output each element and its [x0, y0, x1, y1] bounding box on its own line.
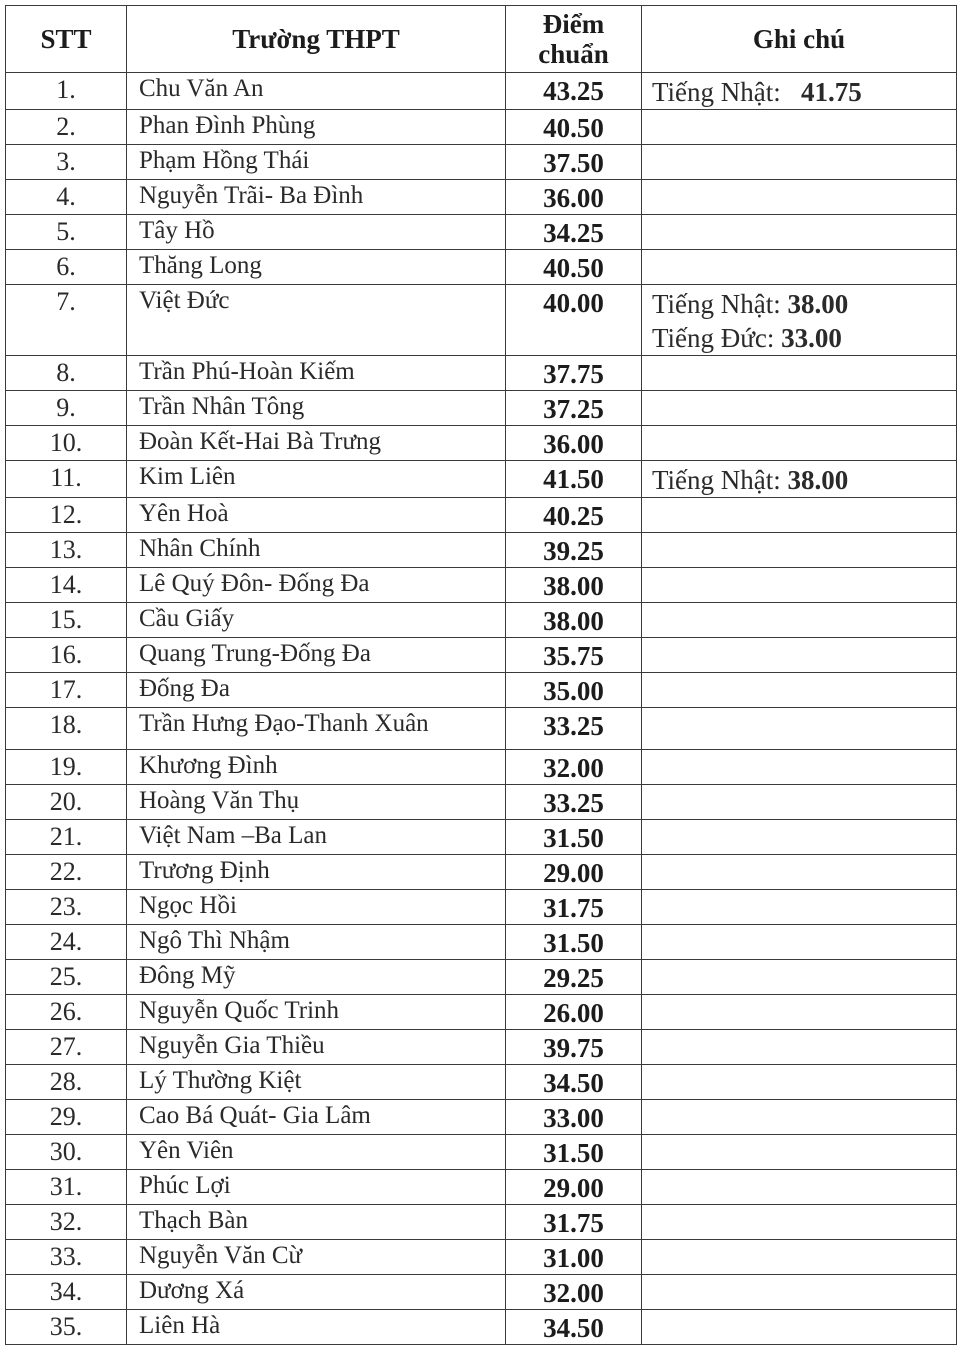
table-row [6, 1135, 957, 1170]
row-stt: 12. [6, 498, 127, 533]
table-row [6, 820, 957, 855]
row-stt: 7. [6, 285, 127, 356]
table-row [6, 1030, 957, 1065]
row-note [642, 110, 957, 145]
header-note: Ghi chú [642, 6, 957, 73]
row-stt: 30. [6, 1135, 127, 1170]
row-score: 41.50 [506, 461, 642, 498]
row-school-name: Kim Liên [127, 461, 506, 498]
table-row [6, 890, 957, 925]
row-note [642, 1100, 957, 1135]
row-school-name: Đống Đa [127, 673, 506, 708]
note-line [652, 75, 956, 109]
row-stt: 27. [6, 1030, 127, 1065]
row-stt: 32. [6, 1205, 127, 1240]
table-row [6, 603, 957, 638]
table-row [6, 1170, 957, 1205]
row-note [642, 750, 957, 785]
table-row [6, 1275, 957, 1310]
row-score: 40.50 [506, 250, 642, 285]
row-school-name: Đông Mỹ [127, 960, 506, 995]
table-row [6, 750, 957, 785]
row-stt: 15. [6, 603, 127, 638]
row-note [642, 1275, 957, 1310]
row-school-name: Tây Hồ [127, 215, 506, 250]
row-note [642, 603, 957, 638]
row-note [642, 1170, 957, 1205]
row-stt: 9. [6, 391, 127, 426]
header-score [506, 6, 642, 73]
row-note [642, 785, 957, 820]
row-score: 33.25 [506, 785, 642, 820]
row-note [642, 1135, 957, 1170]
note-line [652, 463, 956, 497]
row-note [642, 1030, 957, 1065]
row-school-name: Nguyễn Văn Cừ [127, 1240, 506, 1275]
row-school-name: Đoàn Kết-Hai Bà Trưng [127, 426, 506, 461]
row-stt: 21. [6, 820, 127, 855]
row-score: 39.75 [506, 1030, 642, 1065]
row-score: 29.25 [506, 960, 642, 995]
table-row [6, 995, 957, 1030]
row-stt: 10. [6, 426, 127, 461]
row-stt: 19. [6, 750, 127, 785]
row-note [642, 960, 957, 995]
row-stt: 13. [6, 533, 127, 568]
row-school-name: Nguyễn Gia Thiều [127, 1030, 506, 1065]
row-school-name: Phan Đình Phùng [127, 110, 506, 145]
row-school-name: Yên Hoà [127, 498, 506, 533]
row-note [642, 820, 957, 855]
row-stt: 34. [6, 1275, 127, 1310]
table-row [6, 785, 957, 820]
row-stt: 16. [6, 638, 127, 673]
table-row [6, 1310, 957, 1345]
table-row [6, 250, 957, 285]
row-stt: 17. [6, 673, 127, 708]
row-score: 36.00 [506, 180, 642, 215]
row-note [642, 250, 957, 285]
row-stt: 24. [6, 925, 127, 960]
row-score: 35.00 [506, 673, 642, 708]
row-score: 40.50 [506, 110, 642, 145]
note-label: Tiếng Nhật: [652, 77, 802, 107]
row-note [642, 708, 957, 750]
row-note [642, 925, 957, 960]
note-line [652, 321, 956, 355]
row-note [642, 1310, 957, 1345]
row-school-name: Quang Trung-Đống Đa [127, 638, 506, 673]
admission-scores-table [5, 5, 957, 1345]
row-note [642, 890, 957, 925]
note-label: Tiếng Nhật: [652, 465, 788, 495]
row-school-name: Yên Viên [127, 1135, 506, 1170]
table-row [6, 855, 957, 890]
row-school-name: Cao Bá Quát- Gia Lâm [127, 1100, 506, 1135]
table-row [6, 708, 957, 750]
row-stt: 29. [6, 1100, 127, 1135]
row-school-name: Nhân Chính [127, 533, 506, 568]
row-note [642, 1065, 957, 1100]
table-row [6, 568, 957, 603]
table-row [6, 638, 957, 673]
row-school-name: Khương Đình [127, 750, 506, 785]
row-school-name: Trần Nhân Tông [127, 391, 506, 426]
row-note [642, 145, 957, 180]
row-school-name: Việt Đức [127, 285, 506, 356]
row-stt: 2. [6, 110, 127, 145]
row-score: 31.75 [506, 1205, 642, 1240]
row-score: 29.00 [506, 1170, 642, 1205]
row-score: 33.25 [506, 708, 642, 750]
row-score: 26.00 [506, 995, 642, 1030]
row-stt: 6. [6, 250, 127, 285]
note-label: Tiếng Nhật: [652, 289, 788, 319]
row-school-name: Phúc Lợi [127, 1170, 506, 1205]
table-row [6, 533, 957, 568]
row-stt: 26. [6, 995, 127, 1030]
row-stt: 28. [6, 1065, 127, 1100]
note-value: 33.00 [781, 323, 842, 353]
row-note [642, 461, 957, 498]
table-row [6, 673, 957, 708]
table-row [6, 73, 957, 110]
table-row [6, 461, 957, 498]
table-body [6, 73, 957, 1345]
table-row [6, 426, 957, 461]
table-row [6, 960, 957, 995]
row-school-name: Việt Nam –Ba Lan [127, 820, 506, 855]
row-score: 38.00 [506, 568, 642, 603]
row-score: 33.00 [506, 1100, 642, 1135]
table-row [6, 110, 957, 145]
row-school-name: Liên Hà [127, 1310, 506, 1345]
row-stt: 11. [6, 461, 127, 498]
note-value: 41.75 [801, 77, 862, 107]
row-stt: 33. [6, 1240, 127, 1275]
row-school-name: Ngọc Hồi [127, 890, 506, 925]
row-score: 36.00 [506, 426, 642, 461]
row-stt: 22. [6, 855, 127, 890]
row-school-name: Hoàng Văn Thụ [127, 785, 506, 820]
row-note [642, 180, 957, 215]
row-school-name: Trần Hưng Đạo-Thanh Xuân [127, 708, 506, 750]
table-row [6, 925, 957, 960]
row-school-name: Lê Quý Đôn- Đống Đa [127, 568, 506, 603]
row-score: 40.00 [506, 285, 642, 356]
row-score: 40.25 [506, 498, 642, 533]
row-score: 35.75 [506, 638, 642, 673]
row-note [642, 391, 957, 426]
table-row [6, 1100, 957, 1135]
note-value: 38.00 [787, 289, 849, 319]
row-school-name: Nguyễn Trãi- Ba Đình [127, 180, 506, 215]
row-school-name: Ngô Thì Nhậm [127, 925, 506, 960]
table-row [6, 1065, 957, 1100]
row-school-name: Trần Phú-Hoàn Kiếm [127, 356, 506, 391]
row-note [642, 638, 957, 673]
header-stt: STT [6, 6, 127, 73]
note-label: Tiếng Đức: [652, 323, 782, 353]
row-note [642, 426, 957, 461]
row-note [642, 568, 957, 603]
row-school-name: Phạm Hồng Thái [127, 145, 506, 180]
row-note [642, 498, 957, 533]
row-score: 31.50 [506, 820, 642, 855]
row-school-name: Thăng Long [127, 250, 506, 285]
row-score: 37.50 [506, 145, 642, 180]
row-note [642, 285, 957, 356]
row-score: 34.50 [506, 1065, 642, 1100]
row-stt: 1. [6, 73, 127, 110]
table-row [6, 356, 957, 391]
note-line [652, 287, 956, 321]
row-stt: 18. [6, 708, 127, 750]
row-note [642, 855, 957, 890]
row-note [642, 73, 957, 110]
header-row [6, 6, 957, 73]
table-row [6, 498, 957, 533]
row-note [642, 356, 957, 391]
row-score: 31.50 [506, 1135, 642, 1170]
row-score: 32.00 [506, 1275, 642, 1310]
table-row [6, 285, 957, 356]
row-score: 39.25 [506, 533, 642, 568]
row-stt: 20. [6, 785, 127, 820]
row-stt: 5. [6, 215, 127, 250]
row-score: 31.75 [506, 890, 642, 925]
row-score: 34.50 [506, 1310, 642, 1345]
row-school-name: Lý Thường Kiệt [127, 1065, 506, 1100]
row-school-name: Dương Xá [127, 1275, 506, 1310]
row-school-name: Chu Văn An [127, 73, 506, 110]
row-score: 38.00 [506, 603, 642, 638]
row-score: 31.00 [506, 1240, 642, 1275]
row-stt: 31. [6, 1170, 127, 1205]
row-stt: 8. [6, 356, 127, 391]
row-note [642, 673, 957, 708]
row-stt: 14. [6, 568, 127, 603]
row-note [642, 1240, 957, 1275]
row-score: 32.00 [506, 750, 642, 785]
table-row [6, 145, 957, 180]
row-score: 43.25 [506, 73, 642, 110]
row-score: 37.25 [506, 391, 642, 426]
row-score: 37.75 [506, 356, 642, 391]
row-score: 29.00 [506, 855, 642, 890]
row-school-name: Thạch Bàn [127, 1205, 506, 1240]
table-row [6, 180, 957, 215]
row-school-name: Cầu Giấy [127, 603, 506, 638]
table-row [6, 215, 957, 250]
table-row [6, 1205, 957, 1240]
row-stt: 35. [6, 1310, 127, 1345]
row-school-name: Nguyễn Quốc Trinh [127, 995, 506, 1030]
row-score: 34.25 [506, 215, 642, 250]
row-note [642, 215, 957, 250]
header-score-label: Điểm chuẩn [538, 9, 609, 69]
row-note [642, 533, 957, 568]
row-stt: 4. [6, 180, 127, 215]
row-score: 31.50 [506, 925, 642, 960]
row-stt: 23. [6, 890, 127, 925]
row-stt: 25. [6, 960, 127, 995]
row-school-name: Trương Định [127, 855, 506, 890]
table-row [6, 1240, 957, 1275]
row-note [642, 1205, 957, 1240]
header-school: Trường THPT [127, 6, 506, 73]
row-note [642, 995, 957, 1030]
row-stt: 3. [6, 145, 127, 180]
note-value: 38.00 [787, 465, 849, 495]
table-row [6, 391, 957, 426]
